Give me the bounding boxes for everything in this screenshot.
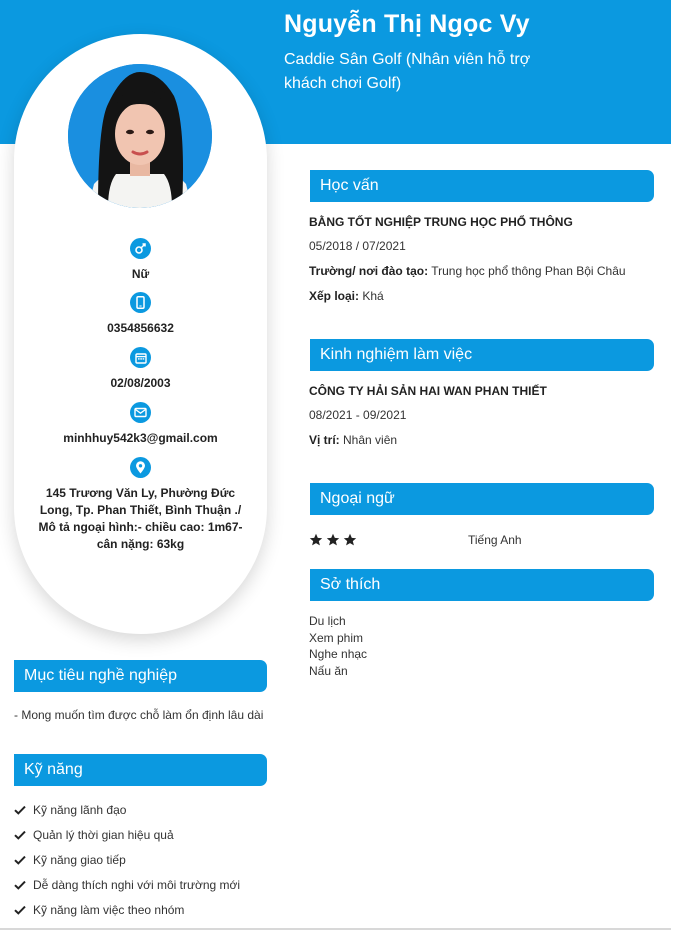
phone-value: 0354856632 (107, 321, 174, 335)
check-icon (14, 905, 26, 915)
portrait-photo (68, 64, 212, 208)
role-value: Nhân viên (343, 433, 398, 447)
skill-label: Kỹ năng làm việc theo nhóm (33, 903, 185, 917)
skill-label: Dễ dàng thích nghi với môi trường mới (33, 878, 241, 892)
education-rank (309, 288, 384, 304)
education-period: 05/2018 / 07/2021 (309, 239, 406, 253)
skill-item (14, 803, 126, 817)
check-icon (14, 855, 26, 865)
hobby-item: Xem phim (309, 630, 364, 645)
skill-label: Kỹ năng lãnh đạo (33, 803, 127, 817)
objective-text: - Mong muốn tìm được chỗ làm ổn định lâu dài (14, 708, 264, 722)
experience-header: Kinh nghiệm làm việc (310, 339, 654, 371)
address-info (14, 457, 267, 553)
birthdate-info (14, 347, 267, 392)
skill-label: Kỹ năng giao tiếp (33, 853, 126, 867)
check-icon (14, 805, 26, 815)
phone-icon (130, 292, 151, 313)
avatar (68, 64, 212, 208)
birthdate-value: 02/08/2003 (110, 376, 171, 390)
role-label: Vị trí: (309, 433, 340, 447)
email-value[interactable]: minhhuy542k3@gmail.com (63, 431, 218, 445)
star-icon (326, 533, 340, 546)
candidate-name: Nguyễn Thị Ngọc Vy (284, 10, 530, 38)
skill-item (14, 878, 240, 892)
skill-label: Quản lý thời gian hiệu quả (33, 828, 174, 842)
gender-info (14, 238, 267, 283)
school-name: Trung học phổ thông Phan Bội Châu (431, 264, 626, 278)
location-pin-icon (130, 457, 151, 478)
job-title: Caddie Sân Golf (Nhân viên hỗ trợ khách chơi Golf) (284, 51, 531, 92)
experience-role (309, 432, 397, 448)
languages-header: Ngoại ngữ (310, 483, 654, 515)
school-label: Trường/ nơi đào tạo: (309, 264, 429, 278)
rank-value: Khá (362, 289, 384, 303)
hobby-item: Du lịch (309, 614, 346, 628)
experience-period: 08/2021 - 09/2021 (309, 408, 407, 422)
education-header: Học vấn (310, 170, 654, 202)
page-edge (671, 0, 677, 930)
gender-value: Nữ (131, 267, 150, 281)
check-icon (14, 830, 26, 840)
check-icon (14, 880, 26, 890)
email-info (14, 402, 267, 447)
education-degree: BẰNG TỐT NGHIỆP TRUNG HỌC PHỔ THÔNG (309, 215, 573, 229)
language-rating (309, 533, 357, 546)
education-school (309, 263, 626, 279)
hobby-item: Nấu ăn (309, 664, 348, 679)
language-name: Tiếng Anh (468, 533, 522, 547)
skills-header: Kỹ năng (14, 754, 267, 786)
address-value: 145 Trương Văn Ly, Phường Đức Long, Tp. Phan Thiết, Bình Thuận ./ Mô tả ngoại hình:- chiều cao: 1m67- cân nặng: 63kg (38, 486, 243, 551)
star-icon (309, 533, 323, 546)
mail-icon (130, 402, 151, 423)
skill-item (14, 828, 174, 842)
skill-item (14, 853, 126, 867)
hobby-item: Nghe nhạc (309, 647, 368, 662)
calendar-icon (130, 347, 151, 368)
gender-icon (130, 238, 151, 259)
objective-header: Mục tiêu nghề nghiệp (14, 660, 267, 692)
hobbies-header: Sở thích (310, 569, 654, 601)
skill-item (14, 903, 184, 917)
phone-info (14, 292, 267, 337)
rank-label: Xếp loại: (309, 289, 360, 303)
star-icon (343, 533, 357, 546)
experience-company: CÔNG TY HẢI SẢN HAI WAN PHAN THIẾT (309, 384, 547, 398)
